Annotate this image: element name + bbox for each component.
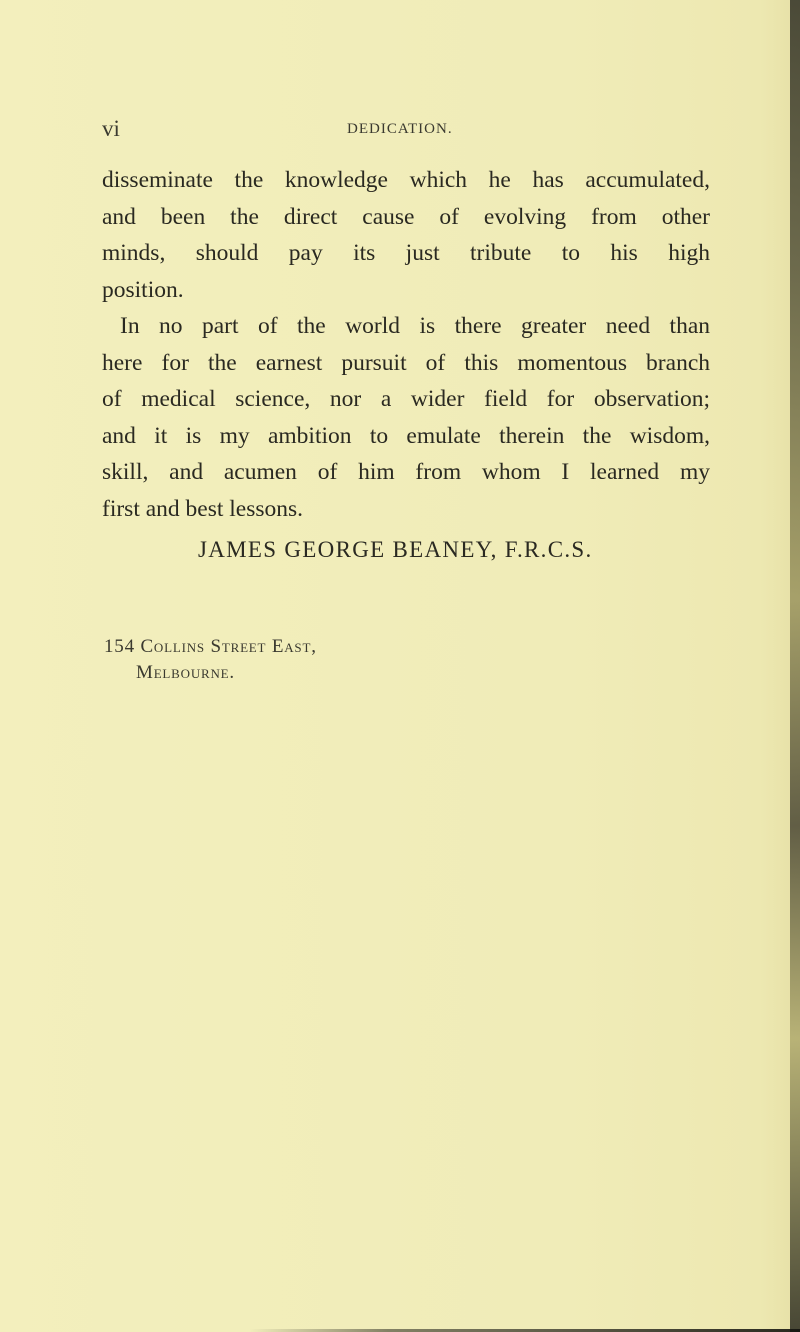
text-line: and it is my ambition to emulate therein the wisdom, bbox=[102, 422, 710, 449]
address-street: 154 Collins Street East, bbox=[104, 636, 317, 657]
text-line: and been the direct cause of evolving from other bbox=[102, 203, 710, 230]
author-signature: JAMES GEORGE BEANEY, F.R.C.S. bbox=[198, 537, 593, 562]
text-line: here for the earnest pursuit of this momentous branch bbox=[102, 349, 710, 376]
section-title: DEDICATION. bbox=[347, 121, 453, 137]
page-edge-shadow bbox=[790, 0, 800, 1332]
running-header bbox=[102, 117, 762, 141]
dedication-text bbox=[102, 162, 710, 527]
text-line: disseminate the knowledge which he has accumulated, bbox=[102, 167, 710, 193]
text-line: position. bbox=[102, 276, 184, 303]
text-line: of medical science, nor a wider field for observation; bbox=[102, 386, 710, 412]
text-line: first and best lessons. bbox=[102, 495, 304, 522]
author-address bbox=[104, 634, 524, 686]
page-number: vi bbox=[102, 116, 120, 141]
text-line: skill, and acumen of him from whom I learned my bbox=[102, 459, 710, 485]
text-line: minds, should pay its just tribute to his high bbox=[102, 240, 710, 266]
text-line: In no part of the world is there greater need than bbox=[120, 313, 710, 339]
address-city: Melbourne. bbox=[136, 662, 235, 683]
